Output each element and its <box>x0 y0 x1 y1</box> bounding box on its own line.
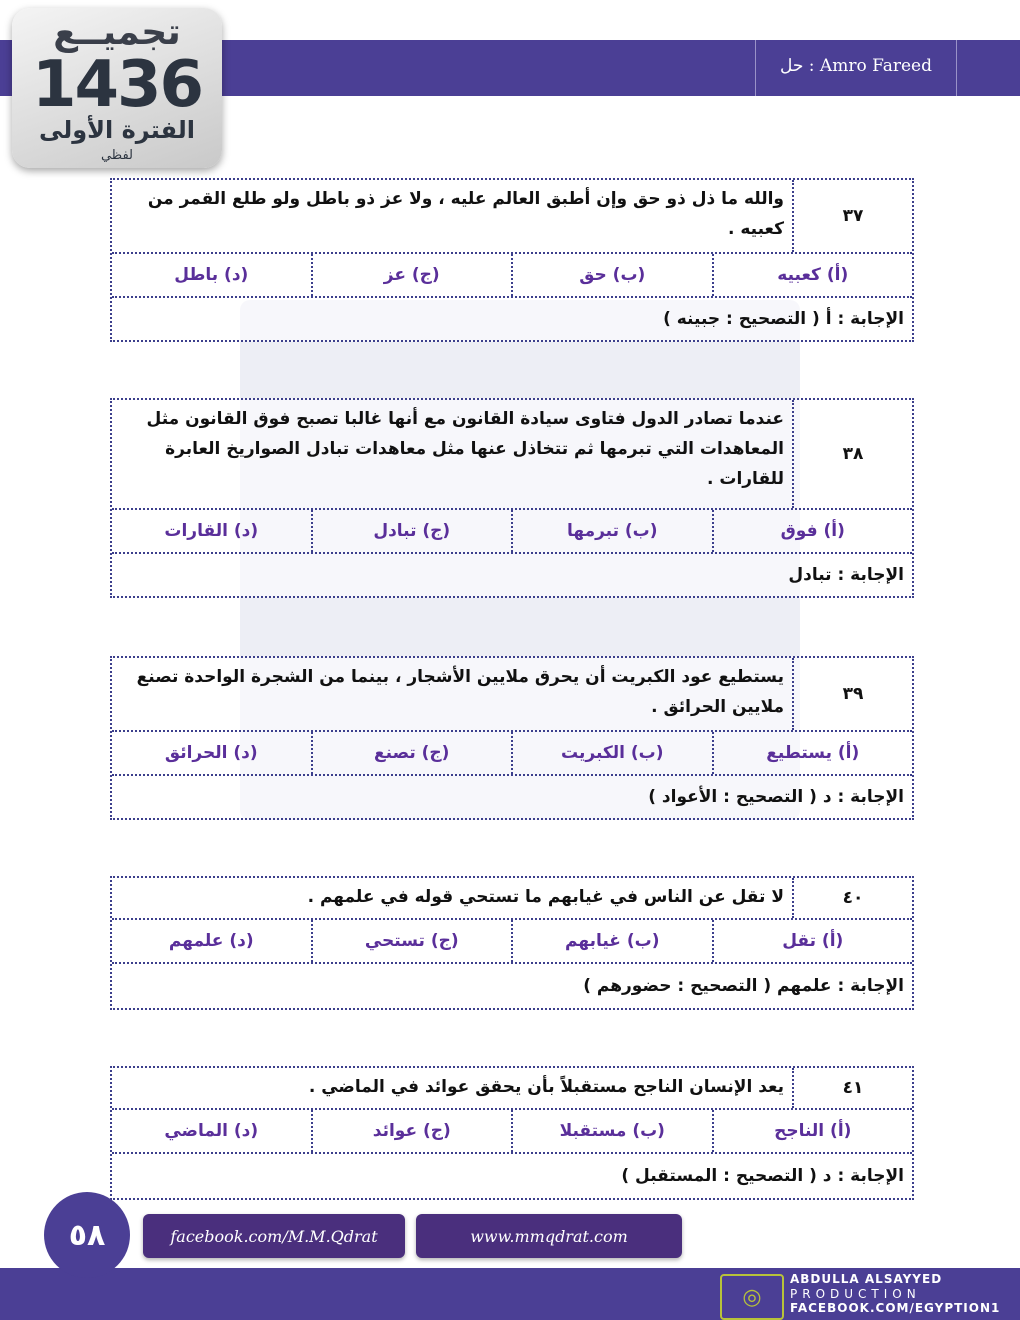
option-a: (أ) يستطيع <box>712 732 913 774</box>
option-a: (أ) كعبيه <box>712 254 913 296</box>
option-c: (ج) عز <box>311 254 512 296</box>
logo-badge <box>12 8 222 168</box>
option-d: (د) علمهم <box>168 931 254 951</box>
answer-row <box>112 964 912 1008</box>
question-number: ٤١ <box>792 1068 912 1108</box>
option-a: (أ) الناجح <box>712 1110 913 1152</box>
options-row <box>112 1110 912 1154</box>
logo-period: الفترة الأولى <box>38 116 196 144</box>
answer-text: الإجابة : علمهم ( التصحيح : حضورهم ) <box>583 976 904 996</box>
option-b: (ب) غيابهم <box>511 920 712 962</box>
question-text: لا تقل عن الناس في غيابهم ما تستحي قوله في علمهم . <box>307 887 784 907</box>
option-c: (ج) تبادل <box>311 510 512 552</box>
solver-credit: حل : Amro Fareed <box>780 56 932 76</box>
options-row <box>112 510 912 554</box>
option-c: (ج) تصنع <box>311 732 512 774</box>
option-c: (ج) تستحي <box>311 920 512 962</box>
website-link[interactable]: www.mmqdrat.com <box>416 1214 682 1258</box>
option-a: (أ) تقل <box>712 920 913 962</box>
question-block <box>110 1066 914 1200</box>
option-b: (ب) تبرمها <box>511 510 712 552</box>
question-block <box>110 656 914 820</box>
question-text: يعد الإنسان الناجح مستقبلاً بأن يحقق عوائد في الماضي . <box>308 1077 784 1097</box>
question-text: عندما تصادر الدول فتاوى سيادة القانون مع أنها غالبا تصبح فوق القانون مثل المعاهدات التي تبرمها ثم تتخاذل عنها مثل معاهدات تبادل الصواريخ العابرة للقارات . <box>146 409 784 489</box>
question-row <box>112 180 912 254</box>
option-d: (د) باطل <box>174 265 249 285</box>
answer-row <box>112 298 912 340</box>
question-row <box>112 400 912 510</box>
answer-row <box>112 776 912 818</box>
option-b: (ب) مستقبلا <box>511 1110 712 1152</box>
answer-text: الإجابة : د ( التصحيح : المستقبل ) <box>621 1166 904 1186</box>
question-text: والله ما ذل ذو حق وإن أطبق العالم عليه ، ولا عز ذو باطل ولو طلع القمر من كعبيه . <box>147 189 784 239</box>
option-b: (ب) حق <box>511 254 712 296</box>
question-block <box>110 876 914 1010</box>
answer-text: الإجابة : أ ( التصحيح : جبينه ) <box>663 309 904 329</box>
page-number: ٥٨ <box>44 1192 130 1278</box>
camera-icon: ◎ <box>720 1274 784 1320</box>
option-d: (د) الحرائق <box>164 743 258 763</box>
facebook-link[interactable]: facebook.com/M.M.Qdrat <box>143 1214 405 1258</box>
option-d: (د) القارات <box>164 521 259 541</box>
question-text: يستطيع عود الكبريت أن يحرق ملايين الأشجار ، بينما من الشجرة الواحدة تصنع ملايين الحرائق . <box>136 667 784 717</box>
option-b: (ب) الكبريت <box>511 732 712 774</box>
option-c: (ج) عوائد <box>311 1110 512 1152</box>
options-row <box>112 920 912 964</box>
answer-text: الإجابة : تبادل <box>788 565 904 585</box>
question-number: ٤٠ <box>792 878 912 918</box>
brand-facebook: FACEBOOK.COM/EGYPTION1 <box>790 1301 1001 1315</box>
answer-row <box>112 554 912 596</box>
logo-year: 1436 <box>31 48 203 122</box>
question-block <box>110 178 914 342</box>
answer-text: الإجابة : د ( التصحيح : الأعواد ) <box>648 787 904 807</box>
brand-name: ABDULLA ALSAYYED <box>790 1272 943 1286</box>
brand-production: PRODUCTION <box>790 1287 921 1301</box>
producer-brand <box>718 1272 1018 1318</box>
question-block <box>110 398 914 598</box>
logo-section: لفظي <box>100 148 134 163</box>
options-row <box>112 732 912 776</box>
question-number: ٣٨ <box>792 400 912 508</box>
question-number: ٣٩ <box>792 658 912 730</box>
options-row <box>112 254 912 298</box>
answer-row <box>112 1154 912 1198</box>
question-number: ٣٧ <box>792 180 912 252</box>
option-a: (أ) فوق <box>712 510 913 552</box>
logo-line1: تجميــع <box>53 12 181 53</box>
question-row <box>112 878 912 920</box>
option-d: (د) الماضي <box>164 1121 259 1141</box>
question-row <box>112 1068 912 1110</box>
question-row <box>112 658 912 732</box>
header-credit-box <box>755 40 957 96</box>
